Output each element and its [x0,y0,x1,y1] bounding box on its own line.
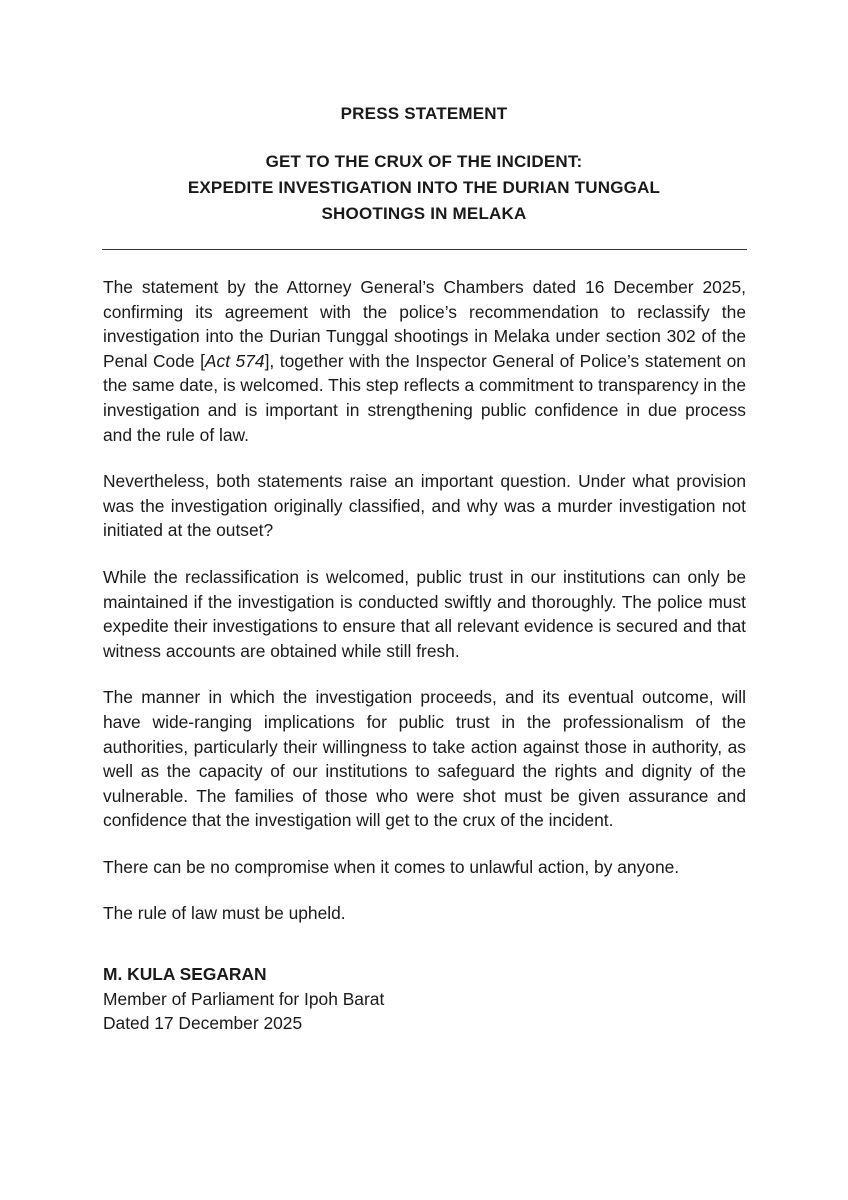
headline [103,149,745,227]
paragraph-1 [103,275,746,447]
act-reference: Act 574 [204,350,265,371]
statement-date: Dated 17 December 2025 [103,1013,303,1034]
signature-block [103,962,746,1036]
signatory-name: M. KULA SEGARAN [103,964,267,984]
horizontal-divider [102,249,747,250]
signatory-title: Member of Parliament for Ipoh Barat [103,988,385,1009]
paragraph-1-text-a: The statement by the Attorney General’s Chambers dated 16 December 2025, confirming its agreement with the police’s recommendation to reclassify the investigation into the Durian Tunggal shootings in Melaka under section 302 of the Penal Code [ [103,277,746,371]
headline-line-1: GET TO THE CRUX OF THE INCIDENT: [265,152,583,171]
statement-body [103,275,746,948]
paragraph-1-text-b: ], together with the Inspector General of Police’s statement on the same date, is welcomed. This step reflects a commitment to transparency in the investigation and is important in strengthening public confidence in due process and the rule of law. [103,350,746,445]
paragraph-2: Nevertheless, both statements raise an important question. Under what provision was the investigation originally classified, and why was a murder investigation not initiated at the outset? [103,471,746,541]
paragraph-3: While the reclassification is welcomed, public trust in our institutions can only be maintained if the investigation is conducted swiftly and thoroughly. The police must expedite their investigations to ensure that all relevant evidence is secured and that witness accounts are obtained while still fresh. [103,566,746,661]
paragraph-5: There can be no compromise when it comes to unlawful action, by anyone. [103,856,680,877]
document-type-heading: PRESS STATEMENT [340,104,508,123]
paragraph-6: The rule of law must be upheld. [103,903,346,924]
headline-line-2: EXPEDITE INVESTIGATION INTO THE DURIAN TUNGGAL [187,178,661,197]
paragraph-4: The manner in which the investigation proceeds, and its eventual outcome, will have wide-ranging implications for public trust in the professionalism of the authorities, particularly their willingness to take action against those in authority, as well as the capacity of our institutions to safeguard the rights and dignity of the vulnerable. The families of those who were shot must be given assurance and confidence that the investigation will get to the crux of the incident. [103,687,746,831]
headline-line-3: SHOOTINGS IN MELAKA [321,204,527,223]
